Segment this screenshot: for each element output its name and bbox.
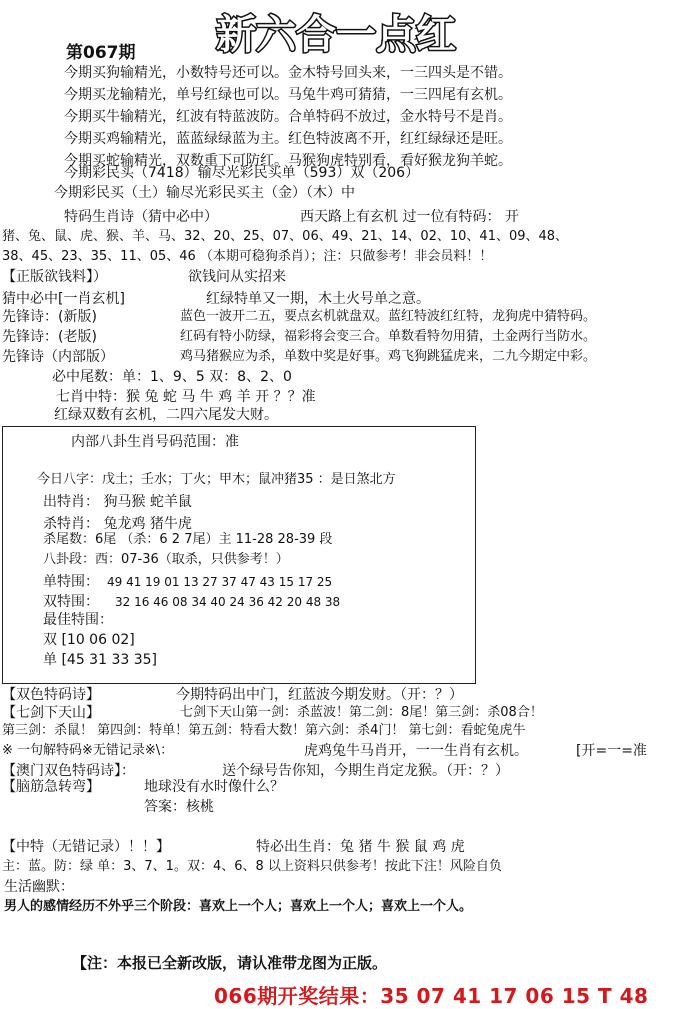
bagua-best-dan: 单 [45 31 33 35] — [43, 652, 157, 668]
weishu-line: 必中尾数：单：1、9、5 双：8、2、0 — [52, 369, 292, 385]
section-label-xianfeng-inner: 先锋诗（内部版） — [2, 349, 114, 365]
section-text-xianfeng-old: 红码有特小防绿，福彩将会变三合。单数看特勿用猜，土金两行当防水。 — [180, 329, 597, 344]
poem-line-1: 今期买狗输精光，小数特号还可以。金木特号回头来，一三四头是不错。 — [64, 65, 512, 81]
section-text-zhengban: 欲钱问从实招来 — [188, 269, 286, 285]
lvshuang-line: 红绿双数有玄机，二四六尾发大财。 — [54, 407, 278, 423]
humor-text: 男人的感情经历不外乎三个阶段：喜欢上一个人；喜欢上一个人；喜欢上一个人。 — [4, 899, 473, 914]
brand-title-logo — [190, 6, 482, 58]
section-label-xianfeng-old: 先锋诗：(老版) — [2, 329, 97, 345]
bagua-weishu: 杀尾数：6尾 （杀：6 2 7尾）主 11-28 28-39 段 — [43, 532, 333, 547]
poem-line-4: 今期买鸡输精光，蓝蓝绿绿蓝为主。红色特波离不开，红红绿绿还是旺。 — [64, 131, 512, 147]
poem-line-2: 今期买龙输精光，单号红绿也可以。马兔牛鸡可猜猜，一三四尾有玄机。 — [64, 87, 512, 103]
riddle-question: 地球没有水时像什么？ — [144, 779, 284, 795]
qijian-label: 【七剑下天山】 — [2, 705, 100, 721]
riddle-answer: 答案：核桃 — [144, 799, 214, 815]
bagua-duan: 八卦段：西：07-36（取杀，只供参考！） — [43, 552, 289, 567]
bagua-box — [2, 426, 476, 684]
zhongte-text: 特必出生肖：兔 猪 牛 猴 鼠 鸡 虎 — [256, 839, 465, 855]
lottery-result: 066期开奖结果：35 07 41 17 06 15 T 48 — [214, 984, 649, 1008]
bagua-dan-label: 单特围： — [43, 574, 99, 590]
section-label-xianfeng-new: 先锋诗：(新版) — [2, 309, 97, 325]
bagua-sha: 杀特肖： 兔龙鸡 猪牛虎 — [43, 516, 192, 532]
issue-number: 第067期 — [66, 43, 136, 63]
poem-line-5: 今期买蛇输精光，双数重下可防红。马猴狗虎特别看，看好猴龙狗羊蛇。 — [64, 153, 512, 169]
bagua-shuang-numbers: 32 16 46 08 34 40 24 36 42 20 48 38 — [115, 595, 341, 609]
bagua-chu: 出特肖： 狗马猴 蛇羊鼠 — [43, 494, 192, 510]
numbers-line-2: 38、45、23、35、11、05、46 （本期可稳狗杀肖）；注：只做参考！非会员料！！ — [2, 249, 493, 264]
humor-label: 生活幽默： — [4, 879, 74, 895]
bagua-title: 内部八卦生肖号码范围：准 — [71, 434, 239, 450]
caimin-line-1: 今期彩民买（7418）输尽光彩民买单（593）双（206） — [64, 165, 420, 181]
numbers-line-1: 猪、兔、鼠、虎、猴、羊、马、32、20、25、07、06、49、21、14、02、10、41、09、48、 — [2, 229, 569, 244]
qijian-text: 七剑下天山第一剑：杀蓝波！第二剑：8尾！第三剑：杀08合！ — [180, 705, 543, 720]
tema-label: 特码生肖诗（猜中必中） — [64, 209, 218, 225]
bagua-bazi: 今日八字：戊土；壬水；丁火；甲木；鼠冲猪35 ：是日煞北方 — [37, 472, 396, 487]
caimin-line-2: 今期彩民买（土）输尽光彩民买主（金）（木）中 — [54, 185, 355, 201]
section-text-xianfeng-inner: 鸡马猪猴应为杀，单数中奖是好事。鸡飞狗跳猛虎来，二九今期定中彩。 — [180, 349, 597, 364]
footer-note: 【注：本报已全新改版，请认准带龙图为正版。 — [72, 954, 388, 972]
section-label-yixiao: 猜中必中[一肖玄机] — [2, 291, 125, 307]
jiema-text: 虎鸡兔牛马肖开，一一生肖有玄机。 — [304, 743, 528, 759]
bagua-best-label: 最佳特围： — [43, 612, 113, 628]
jiema-open: [开=一=准 — [576, 743, 647, 759]
poem-line-3: 今期买牛输精光，红波有特蓝波防。合单特码不放过，金水特号不是肖。 — [64, 109, 512, 125]
shuangse-label: 【双色特码诗】 — [2, 687, 100, 703]
aomen-label: 【澳门双色特码诗】： — [2, 763, 135, 779]
qixiao-line: 七肖中特：猴 兔 蛇 马 牛 鸡 羊 开 ？？准 — [56, 389, 316, 405]
svg-text:新六合一点红: 新六合一点红 — [216, 12, 456, 58]
bagua-dan-numbers: 49 41 19 01 13 27 37 47 43 15 17 25 — [107, 575, 333, 589]
shuangse-text: 今期特码出中门，红蓝波今期发财。（开：？） — [176, 687, 463, 703]
section-text-yixiao: 红绿特单又一期，木土火号单之意。 — [206, 291, 430, 307]
riddle-label: 【脑筋急转弯】 — [2, 779, 100, 795]
tema-text: 西天路上有玄机 过一位有特码： 开 — [300, 209, 519, 225]
aomen-text: 送个绿号告你知，今期生肖定龙猴。（开：？） — [222, 763, 509, 779]
zhongte-label: 【中特（无错记录）！！】 — [2, 839, 170, 855]
bagua-shuang-label: 双特围： — [43, 594, 99, 610]
section-text-xianfeng-new: 蓝色一波开二五，要点玄机就盘双。蓝红特波红红特，龙狗虎中猜特码。 — [180, 309, 597, 324]
main-line: 主：蓝。防：绿 单：3、7、1。双：4、6、8 以上资料只供参考！按此下注！风险自负 — [2, 859, 502, 874]
section-label-zhengban: 【正版欲钱料】） — [2, 269, 107, 285]
bagua-best-shuang: 双 [10 06 02] — [43, 632, 135, 648]
sword-line: 第三剑：杀鼠！ 第四剑：特单！第五剑：特看大数！第六剑：杀4门！ 第七剑：看蛇兔虎牛 — [2, 723, 526, 738]
jiema-label: ※ 一句解特码※无错记录※\： — [2, 743, 174, 758]
